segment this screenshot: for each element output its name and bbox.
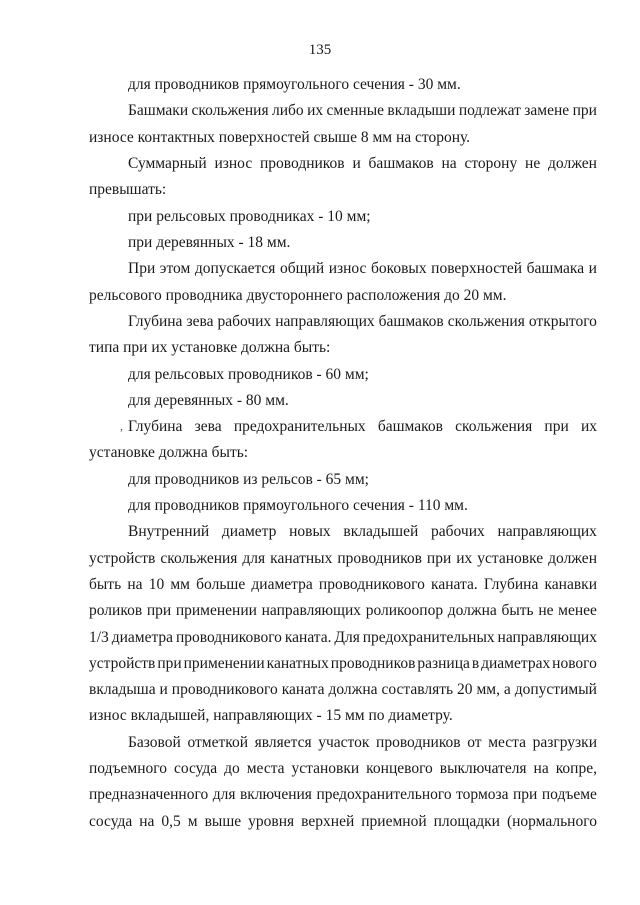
page-number: 135 [308,42,332,58]
text-line: Глубина зева предохранительных башмаков скольжения при их [128,418,597,435]
text-line: Суммарный износ проводников и башмаков на сторону не должен [128,155,597,172]
text-line: вкладыша и проводникового каната должна составлять 20 мм, а допустимый [89,681,597,698]
text-line: установке должна быть: [89,444,249,461]
text-line: при рельсовых проводниках - 10 мм; [128,208,371,225]
text-line: износе контактных поверхностей свыше 8 мм на сторону. [89,129,471,146]
text-line: предназначенного для включения предохранительного тормоза при подъеме [89,786,597,803]
text-line: для рельсовых проводников - 60 мм; [128,366,369,383]
text-line: Глубина зева рабочих направляющих башмаков скольжения открытого [128,313,597,330]
text-line: для проводников из рельсов - 65 мм; [128,471,369,488]
text-line: превышать: [89,181,167,198]
text-line: устройств при применении канатных проводников разница в диаметрах нового [89,655,597,672]
text-line: 1/3 диаметра проводникового каната. Для предохранительных направляющих [89,629,597,646]
text-line: Внутренний диаметр новых вкладышей рабочих направляющих [128,523,597,540]
text-line: При этом допускается общий износ боковых поверхностей башмака и [128,260,597,277]
text-line: Базовой отметкой является участок проводников от места разгрузки [128,734,597,751]
text-line: Башмаки скольжения либо их сменные вкладыши подлежат замене при [128,102,597,119]
text-line: роликов при применении направляющих роликоопор должна быть не менее [89,602,597,619]
text-line: для проводников прямоугольного сечения - 110 мм. [128,497,468,514]
stray-mark: , [120,419,123,433]
text-line: устройств скольжения для канатных проводников при их установке должен [89,550,597,567]
text-line: сосуда на 0,5 м выше уровня верхней приемной площадки (нормального [89,813,597,830]
text-line: для деревянных - 80 мм. [128,392,289,409]
text-line: типа при их установке должна быть: [89,339,331,356]
text-line: подъемного сосуда до места установки концевого выключателя на копре, [89,760,597,777]
text-line: для проводников прямоугольного сечения - 30 мм. [128,76,461,93]
text-line: износ вкладышей, направляющих - 15 мм по диаметру. [89,707,453,724]
text-line: быть на 10 мм больше диаметра проводникового каната. Глубина канавки [89,576,597,593]
text-line: при деревянных - 18 мм. [128,234,291,251]
text-line: рельсового проводника двустороннего расположения до 20 мм. [89,287,507,304]
